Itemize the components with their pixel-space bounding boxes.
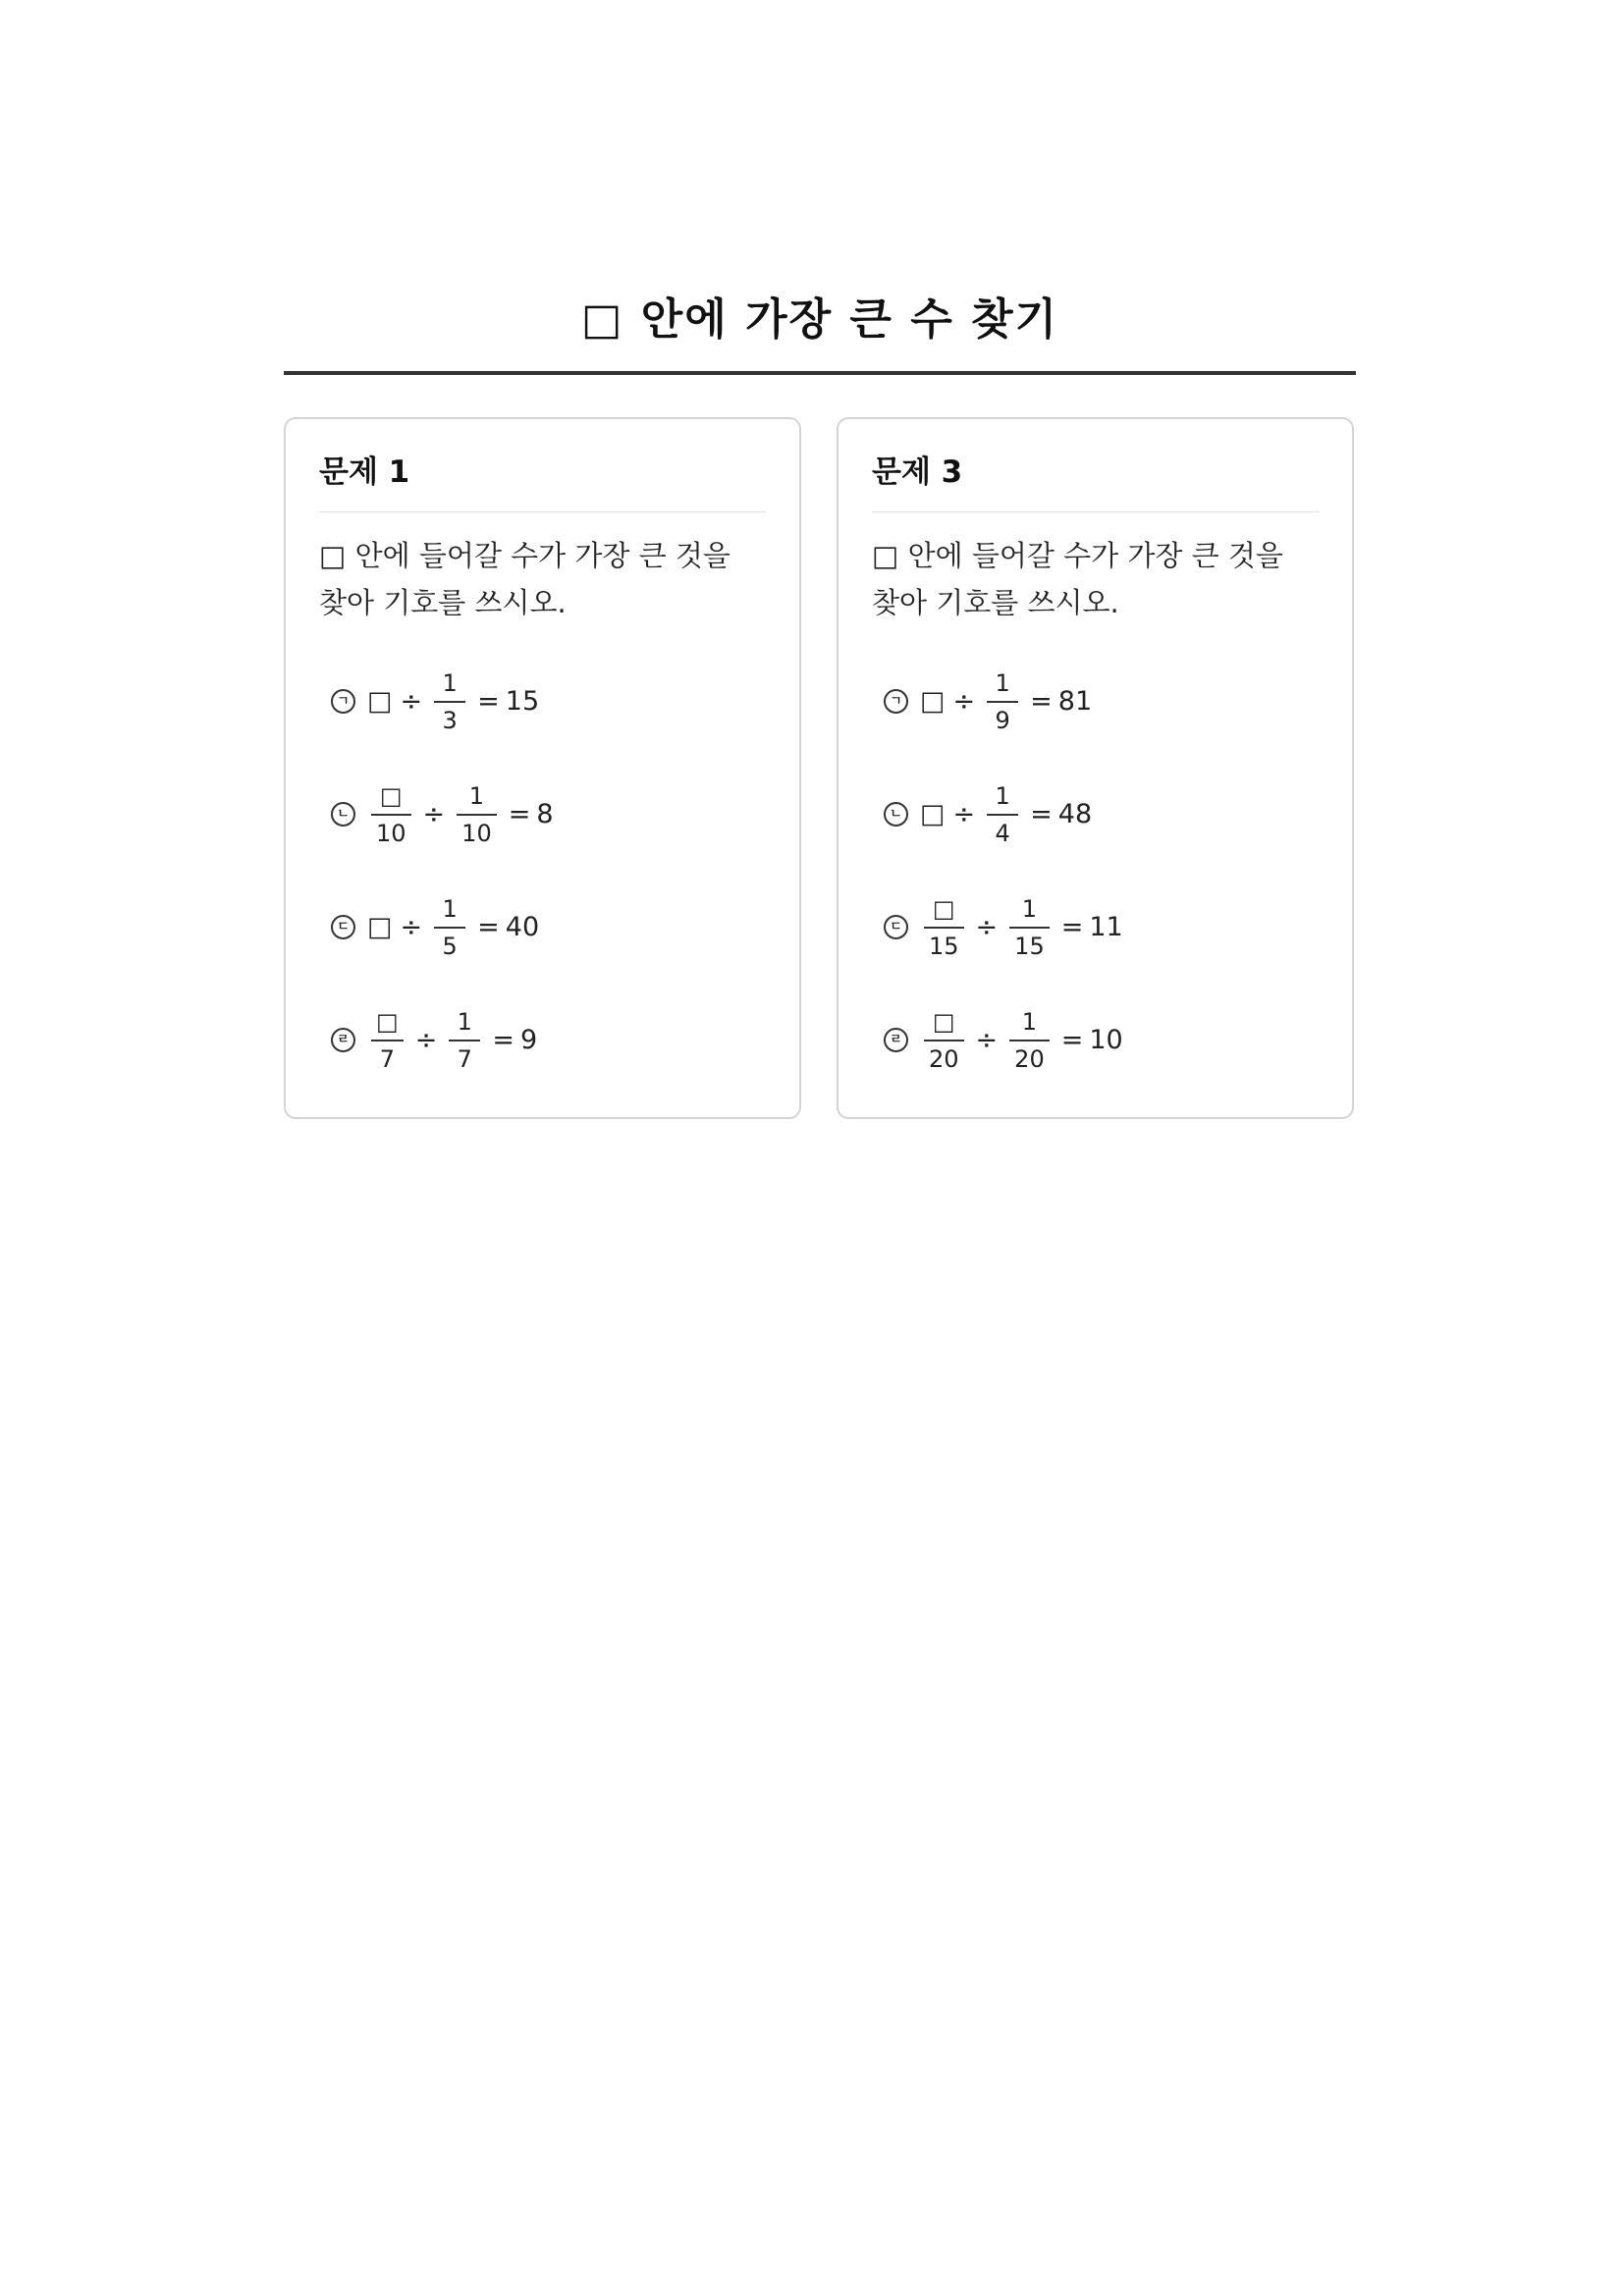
result-value: 10	[1089, 1025, 1123, 1055]
divisor-fraction	[457, 782, 497, 847]
division-sign: ÷	[400, 686, 423, 717]
option-marker	[884, 802, 908, 827]
fraction-bar	[434, 701, 465, 703]
result-value: 81	[1057, 686, 1093, 717]
option-marker-label: ㄱ	[337, 694, 350, 709]
option-marker-label: ㄷ	[890, 920, 902, 934]
fraction-bar	[457, 814, 497, 816]
division-sign: ÷	[414, 1025, 438, 1055]
result-value: 9	[519, 1025, 538, 1055]
page-title: □ 안에 가장 큰 수 찾기	[580, 294, 1059, 345]
fraction-numerator: □	[379, 781, 403, 810]
option-marker	[884, 1028, 908, 1052]
fraction-numerator: 1	[457, 1007, 472, 1036]
option-marker-label: ㄹ	[890, 1033, 902, 1047]
fraction-numerator: 1	[995, 781, 1010, 810]
option-marker	[884, 915, 908, 939]
option-item	[884, 645, 1123, 758]
option-marker	[884, 689, 908, 714]
fraction-bar	[1009, 1040, 1050, 1041]
option-list	[331, 645, 554, 1096]
option-marker-label: ㄹ	[337, 1033, 350, 1047]
fraction-bar	[449, 1040, 480, 1041]
option-item	[884, 984, 1123, 1096]
question-text: □ 안에 들어갈 수가 가장 큰 것을 찾아 기호를 쓰시오.	[319, 539, 730, 619]
fraction-numerator: 1	[468, 781, 485, 810]
option-marker	[331, 915, 355, 939]
division-sign: ÷	[975, 912, 999, 942]
divisor-fraction	[434, 669, 465, 734]
option-item	[331, 871, 554, 984]
fraction-denominator: 3	[442, 706, 458, 734]
fraction-bar	[924, 1040, 964, 1041]
title-divider	[284, 371, 1356, 375]
fraction-bar	[987, 701, 1018, 703]
option-item	[331, 758, 554, 871]
fraction-denominator: 20	[1014, 1044, 1045, 1073]
blank-term: □	[920, 686, 946, 717]
blank-term: □	[367, 686, 393, 717]
equals-sign: =	[1060, 912, 1084, 942]
fraction-denominator: 10	[376, 819, 406, 847]
option-item	[331, 984, 554, 1096]
problem-card-1	[284, 417, 801, 1119]
divisor-fraction	[1009, 895, 1050, 960]
division-sign: ÷	[952, 799, 976, 829]
blank-term: □	[920, 799, 946, 829]
equals-sign: =	[477, 686, 500, 717]
result-value: 40	[505, 912, 540, 942]
equals-sign: =	[1030, 799, 1053, 829]
option-item	[884, 871, 1123, 984]
fraction-bar	[924, 927, 964, 929]
option-item	[884, 758, 1123, 871]
option-marker-label: ㄴ	[337, 807, 350, 822]
fraction-denominator: 9	[995, 706, 1010, 734]
fraction-numerator: 1	[442, 894, 458, 923]
equals-sign: =	[1060, 1025, 1084, 1055]
result-value: 48	[1057, 799, 1093, 829]
fraction-numerator: □	[376, 1007, 399, 1036]
option-marker	[331, 689, 355, 714]
option-marker	[331, 1028, 355, 1052]
divisor-fraction	[987, 782, 1018, 847]
fraction-bar	[1009, 927, 1050, 929]
equals-sign: =	[1030, 686, 1053, 717]
option-item	[331, 645, 554, 758]
fraction-numerator: 1	[1021, 894, 1038, 923]
dividend-fraction	[924, 1008, 964, 1073]
heading-divider	[872, 511, 1319, 512]
fraction-denominator: 7	[379, 1044, 395, 1073]
divisor-fraction	[1009, 1008, 1050, 1073]
fraction-bar	[371, 1040, 404, 1041]
fraction-denominator: 7	[457, 1044, 472, 1073]
equals-sign: =	[477, 912, 500, 942]
division-sign: ÷	[422, 799, 446, 829]
option-marker	[331, 802, 355, 827]
fraction-denominator: 15	[1014, 932, 1045, 960]
fraction-bar	[434, 927, 465, 929]
option-marker-label: ㄷ	[337, 920, 350, 934]
equals-sign: =	[508, 799, 531, 829]
option-list	[884, 645, 1123, 1096]
result-value: 8	[536, 799, 554, 829]
division-sign: ÷	[400, 912, 423, 942]
division-sign: ÷	[952, 686, 976, 717]
fraction-denominator: 15	[929, 932, 959, 960]
blank-term: □	[367, 912, 393, 942]
fraction-bar	[987, 814, 1018, 816]
problem-card-3	[837, 417, 1354, 1119]
fraction-denominator: 10	[461, 819, 492, 847]
fraction-denominator: 20	[929, 1044, 959, 1073]
fraction-denominator: 5	[442, 932, 458, 960]
equals-sign: =	[492, 1025, 514, 1055]
heading-divider	[319, 511, 766, 512]
fraction-numerator: 1	[1021, 1007, 1038, 1036]
dividend-fraction	[924, 895, 964, 960]
divisor-fraction	[434, 895, 465, 960]
fraction-denominator: 4	[995, 819, 1010, 847]
fraction-numerator: □	[932, 1007, 955, 1036]
result-value: 11	[1089, 912, 1123, 942]
problem-heading: 문제 3	[872, 454, 963, 490]
option-marker-label: ㄱ	[890, 694, 902, 709]
dividend-fraction	[371, 782, 411, 847]
division-sign: ÷	[975, 1025, 999, 1055]
fraction-numerator: 1	[995, 668, 1010, 697]
result-value: 15	[505, 686, 540, 717]
fraction-numerator: 1	[442, 668, 458, 697]
fraction-numerator: □	[932, 894, 955, 923]
option-marker-label: ㄴ	[890, 807, 902, 822]
question-text: □ 안에 들어갈 수가 가장 큰 것을 찾아 기호를 쓰시오.	[872, 539, 1283, 619]
divisor-fraction	[987, 669, 1018, 734]
dividend-fraction	[371, 1008, 404, 1073]
problem-heading: 문제 1	[319, 454, 410, 490]
divisor-fraction	[449, 1008, 480, 1073]
fraction-bar	[371, 814, 411, 816]
